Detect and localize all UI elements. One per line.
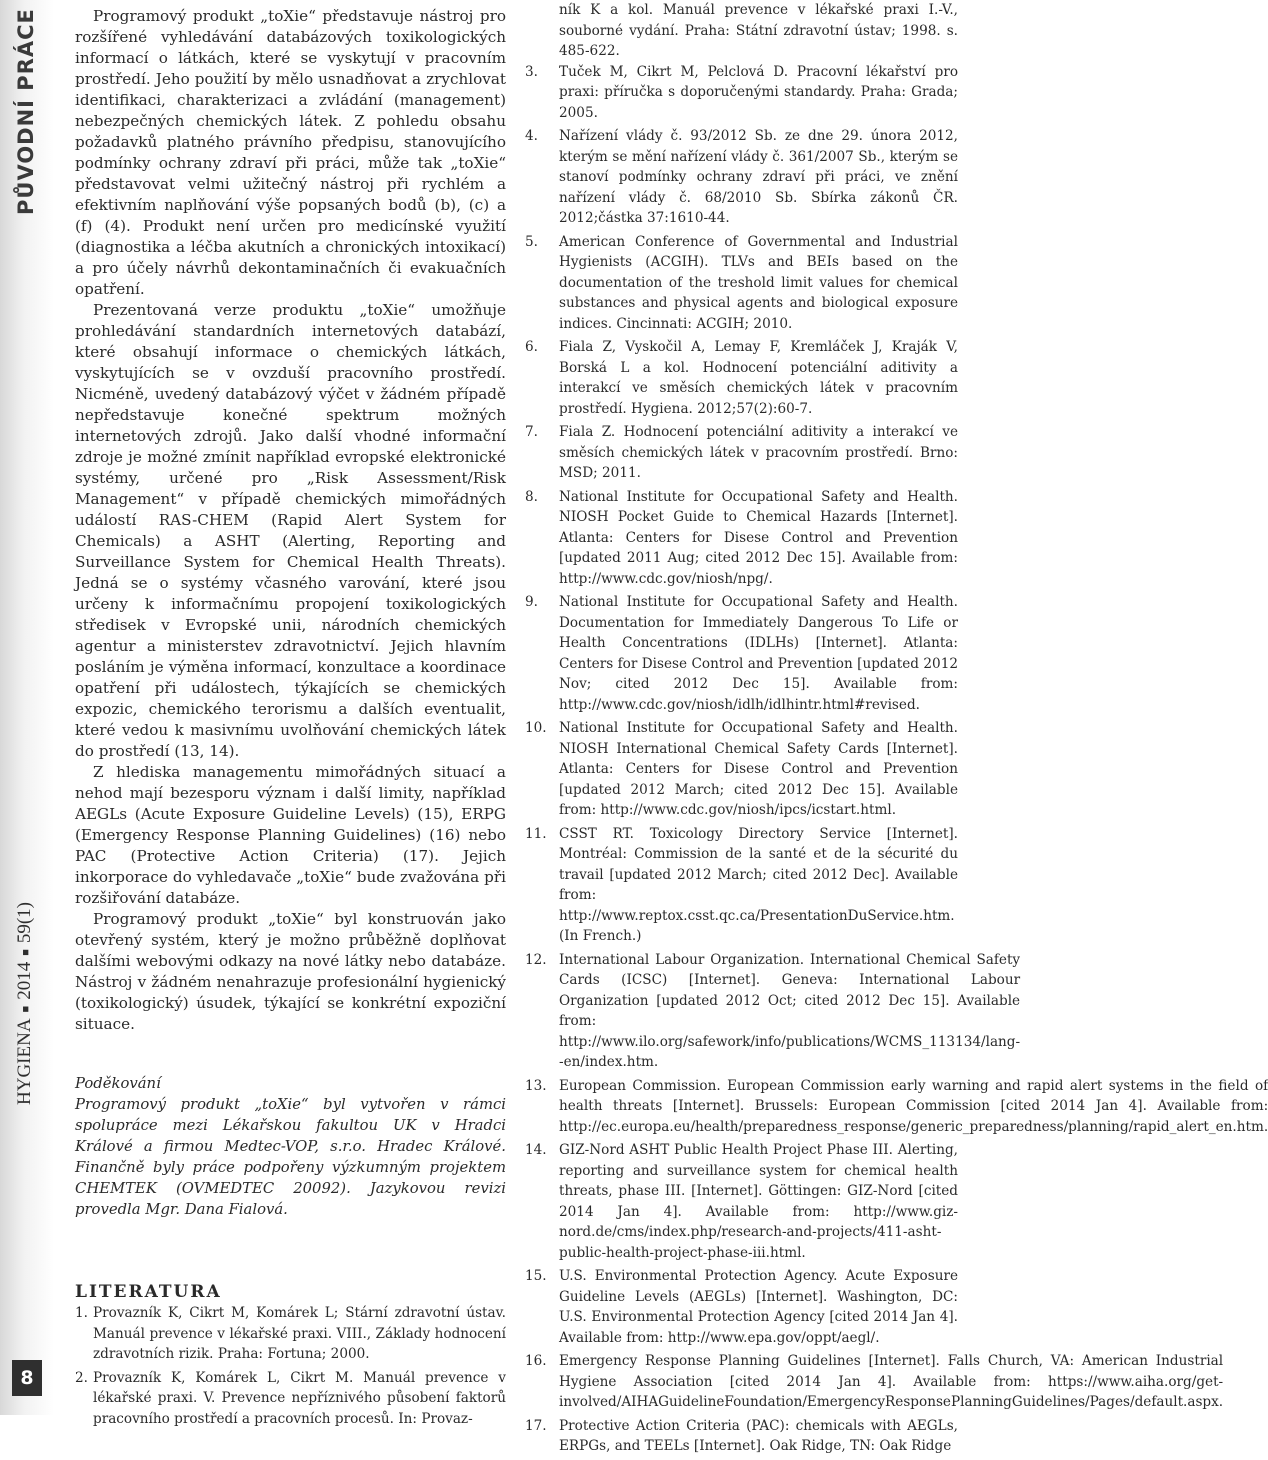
- reference-number: 12.: [525, 951, 547, 968]
- journal-name: HYGIENA: [14, 1018, 35, 1105]
- body-paragraph: Z hlediska managementu mimořádných situací a nehod mají bezesporu význam i další limity, například AEGLs (Acute Exposure Guideline Levels) (15), ERPG (Emergency Response Planning Guidelines) (16) nebo PAC (Protective Action Criteria) (17). Jejich inkorporace do vyhledavače „toXie“ bude zvažována při rozšiřování databáze.: [75, 763, 506, 907]
- reference-continuation: ník K a kol. Manuál prevence v lékařské praxi I.-V., souborné vydání. Praha: Státní zdravotní ústav; 1998. s. 485-622.: [559, 2, 958, 60]
- reference-text: Provazník K, Komárek L, Cikrt M. Manuál prevence v lékařské praxi. V. Prevence nepříznivého působení faktorů pracovního prostředí a pracovních procesů. In: Provaz-: [93, 1369, 506, 1427]
- reference-text: Nařízení vlády č. 93/2012 Sb. ze dne 29. února 2012, kterým se mění nařízení vlády č. 361/2007 Sb., kterým se stanoví podmínky ochrany zdraví při práci, ve znění nařízení vlády č. 68/2010 Sb. Sbírka zákonů ČR. 2012;částka 37:1610-44.: [559, 128, 958, 227]
- reference-number: 7.: [525, 424, 538, 441]
- acknowledgement: [75, 1073, 506, 1220]
- reference-text: International Labour Organization. International Chemical Safety Cards (ICSC) [Internet]. Geneva: International Labour Organization [updated 2012 Oct; cited 2012 Dec 15]. Available from: http://www.ilo.org/safework/info/publications/WCMS_113134/lang--en/index.htm.: [559, 951, 1021, 1071]
- reference-item: [525, 718, 958, 821]
- reference-item: [525, 487, 958, 590]
- reference-text: European Commission. European Commission early warning and rapid alert systems in the field of health threats [Internet]. Brussels: European Commission [cited 2014 Jan 4]. Available from: http://ec.europa.eu/health/preparedness_response/generic_preparedness/planning/rapid_alert_en.htm.: [559, 1077, 1268, 1135]
- reference-item: [525, 1416, 958, 1457]
- section-label: PŮVODNÍ PRÁCE: [14, 8, 38, 215]
- reference-number: 17.: [525, 1417, 547, 1434]
- reference-item: [525, 1351, 1224, 1413]
- main-text-column: [75, 6, 506, 1429]
- reference-text: U.S. Environmental Protection Agency. Acute Exposure Guideline Levels (AEGLs) [Internet]. Washington, DC: U.S. Environmental Protection Agency [cited 2014 Jan 4]. Available from: http://www.epa.gov/oppt/aegl/.: [559, 1268, 958, 1346]
- reference-item: [75, 1303, 506, 1365]
- reference-item: [525, 592, 958, 715]
- reference-number: 1.: [75, 1305, 88, 1321]
- reference-text: Tuček M, Cikrt M, Pelclová D. Pracovní lékařství pro praxi: příručka s doporučenými standardy. Praha: Grada; 2005.: [559, 63, 958, 121]
- reference-number: 2.: [75, 1369, 88, 1386]
- reference-text: CSST RT. Toxicology Directory Service [Internet]. Montréal: Commission de la santé et de la sécurité du travail [updated 2012 March; cited 2012 Dec]. Available from: http://www.reptox.csst.qc.ca/PresentationDuService.htm. (In French.): [559, 825, 958, 945]
- reference-number: 14.: [525, 1142, 547, 1159]
- reference-number: 15.: [525, 1268, 547, 1285]
- separator-square-icon: ■: [19, 949, 32, 956]
- reference-text: GIZ-Nord ASHT Public Health Project Phase III. Alerting, reporting and surveillance system for chemical health threats, phase III. [Internet]. Göttingen: GIZ-Nord [cited 2014 Jan 4]. Available from: http://www.giz-nord.de/cms/index.php/research-and-projects/411-asht-public-health-project-phase-iii.html.: [559, 1142, 958, 1261]
- reference-number: 13.: [525, 1077, 547, 1094]
- reference-item: [525, 1076, 1268, 1138]
- reference-item: [525, 422, 958, 484]
- body-paragraph: Programový produkt „toXie“ byl konstruován jako otevřený systém, který je možno průběžně doplňovat dalšími webovými odkazy na nové látky nebo databáze. Nástroj v žádném nenahrazuje profesionální hygienický (toxikologický) úsudek, týkající se konkrétní expoziční situace.: [75, 910, 506, 1033]
- reference-text: American Conference of Governmental and Industrial Hygienists (ACGIH). TLVs and BEIs based on the documentation of the treshold limit values for chemical substances and physical agents and biological exposure indices. Cincinnati: ACGIH; 2010.: [559, 233, 958, 332]
- acknowledgement-title: Poděkování: [75, 1075, 161, 1092]
- journal-volume: 59(1): [14, 901, 35, 944]
- reference-number: 3.: [525, 63, 538, 80]
- reference-text: National Institute for Occupational Safety and Health. NIOSH Pocket Guide to Chemical Hazards [Internet]. Atlanta: Centers for Disese Control and Prevention [updated 2011 Aug; cited 2012 Dec 15]. Available from: http://www.cdc.gov/niosh/npg/.: [559, 488, 958, 587]
- references-heading: LITERATURA: [75, 1282, 222, 1302]
- reference-list: [525, 62, 1268, 1457]
- journal-year: 2014: [14, 961, 35, 1000]
- reference-number: 16.: [525, 1353, 547, 1370]
- references-column: [525, 0, 1268, 1460]
- reference-item: [525, 950, 1021, 1073]
- reference-text: National Institute for Occupational Safety and Health. NIOSH International Chemical Safety Cards [Internet]. Atlanta: Centers for Disese Control and Prevention [updated 2012 March; cited 2012 Dec 15]. Available from: http://www.cdc.gov/niosh/ipcs/icstart.html.: [559, 720, 958, 819]
- reference-item: [525, 232, 958, 335]
- reference-item: [75, 1368, 506, 1430]
- separator-square-icon: ■: [19, 1005, 32, 1013]
- reference-number: 9.: [525, 594, 538, 611]
- reference-item: [525, 824, 958, 947]
- reference-text: Provazník K, Cikrt M, Komárek L; Stární zdravotní ústav. Manuál prevence v lékařské praxi. VIII., Základy hodnocení zdravotních rizik. Praha: Fortuna; 2000.: [93, 1305, 506, 1362]
- reference-number: 6.: [525, 339, 538, 356]
- reference-number: 8.: [525, 488, 538, 505]
- reference-text: Protective Action Criteria (PAC): chemicals with AEGLs, ERPGs, and TEELs [Internet]. Oak Ridge, TN: Oak Ridge: [559, 1417, 958, 1455]
- reference-item: [525, 1140, 958, 1263]
- body-paragraph: Programový produkt „toXie“ představuje nástroj pro rozšířené vyhledávání databázových toxikologických informací o látkách, které se vyskytují v pracovním prostředí. Jeho použití by mělo usnadňovat a zrychlovat identifikaci, charakterizaci a zvládání (management) nebezpečných chemických látek. Z pohledu obsahu požadavků platného právního předpisu, stanovujícího podmínky ochrany zdraví při práci, může tak „toXie“ představovat velmi užitečný nástroj při rychlém a efektivním naplňování výše popsaných bodů (b), (c) a (f) (4). Produkt není určen pro medicínské využití (diagnostika a léčba akutních a chronických intoxikací) a pro účely návrhů dekontaminačních či evakuačních opatření.: [75, 7, 506, 298]
- reference-text: Fiala Z. Hodnocení potenciální aditivity a interakcí ve směsích chemických látek v pracovním prostředí. Brno: MSD; 2011.: [559, 424, 958, 482]
- page-number: 8: [12, 1360, 42, 1396]
- reference-text: National Institute for Occupational Safety and Health. Documentation for Immediately Dangerous To Life or Health Concentrations (IDLHs) [Internet]. Atlanta: Centers for Disese Control and Prevention [updated 2012 Nov; cited 2012 Dec 15]. Available from: http://www.cdc.gov/niosh/idlh/idlhintr.html#revised.: [559, 594, 958, 713]
- acknowledgement-text: Programový produkt „toXie“ byl vytvořen v rámci spolupráce mezi Lékařskou fakultou UK v Hradci Králové a firmou Medtec-VOP, s.r.o. Hradec Králové. Finančně byly práce podpořeny výzkumným projektem CHEMTEK (OVMEDTEC 20092). Jazykovou revizi provedla Mgr. Dana Fialová.: [75, 1096, 506, 1218]
- reference-number: 5.: [525, 233, 538, 250]
- reference-number: 4.: [525, 128, 538, 145]
- reference-item: [525, 1266, 958, 1348]
- body-paragraph: Prezentovaná verze produktu „toXie“ umožňuje prohledávání standardních internetových databází, které obsahují informace o chemických látkách, vyskytujících se v ovzduší pracovního prostředí. Nicméně, uvedený databázový výčet v žádném případě nepředstavuje konečné spektrum možných internetových zdrojů. Jako další vhodné informační zdroje je možné zmínit například evropské elektronické systémy, určené pro „Risk Assessment/Risk Management“ v případě chemických mimořádných událostí RAS-CHEM (Rapid Alert System for Chemicals) a ASHT (Alerting, Reporting and Surveillance System for Chemical Health Threats). Jedná se o systémy včasného varování, které jsou určeny k informačnímu propojení toxikologických středisek v Evropské unii, národních chemických agentur a ministerstev zdravotnictví. Jejich hlavním posláním je výměna informací, konzultace a koordinace opatření při událostech, týkajících se chemických expozic, chemického terorismu a dalších eventualit, které vedou k masivnímu uvolňování chemických látek do prostředí (13, 14).: [75, 301, 506, 760]
- reference-text: Emergency Response Planning Guidelines [Internet]. Falls Church, VA: American Industrial Hygiene Association [cited 2014 Jan 4]. Available from: https://www.aiha.org/get-involved/AIHAGuidelineFoundation/EmergencyResponsePlanningGuidelines/Pages/default.aspx.: [559, 1353, 1224, 1411]
- reference-text: Fiala Z, Vyskočil A, Lemay F, Kremláček J, Kraják V, Borská L a kol. Hodnocení potenciální aditivity a interakcí ve směsích chemických látek v pracovním prostředí. Hygiena. 2012;57(2):60-7.: [559, 339, 958, 417]
- reference-item: [525, 62, 958, 124]
- reference-item: [525, 126, 958, 229]
- reference-number: 10.: [525, 720, 547, 737]
- reference-item: [525, 337, 958, 419]
- journal-running-head: [14, 902, 36, 1105]
- reference-number: 11.: [525, 825, 547, 842]
